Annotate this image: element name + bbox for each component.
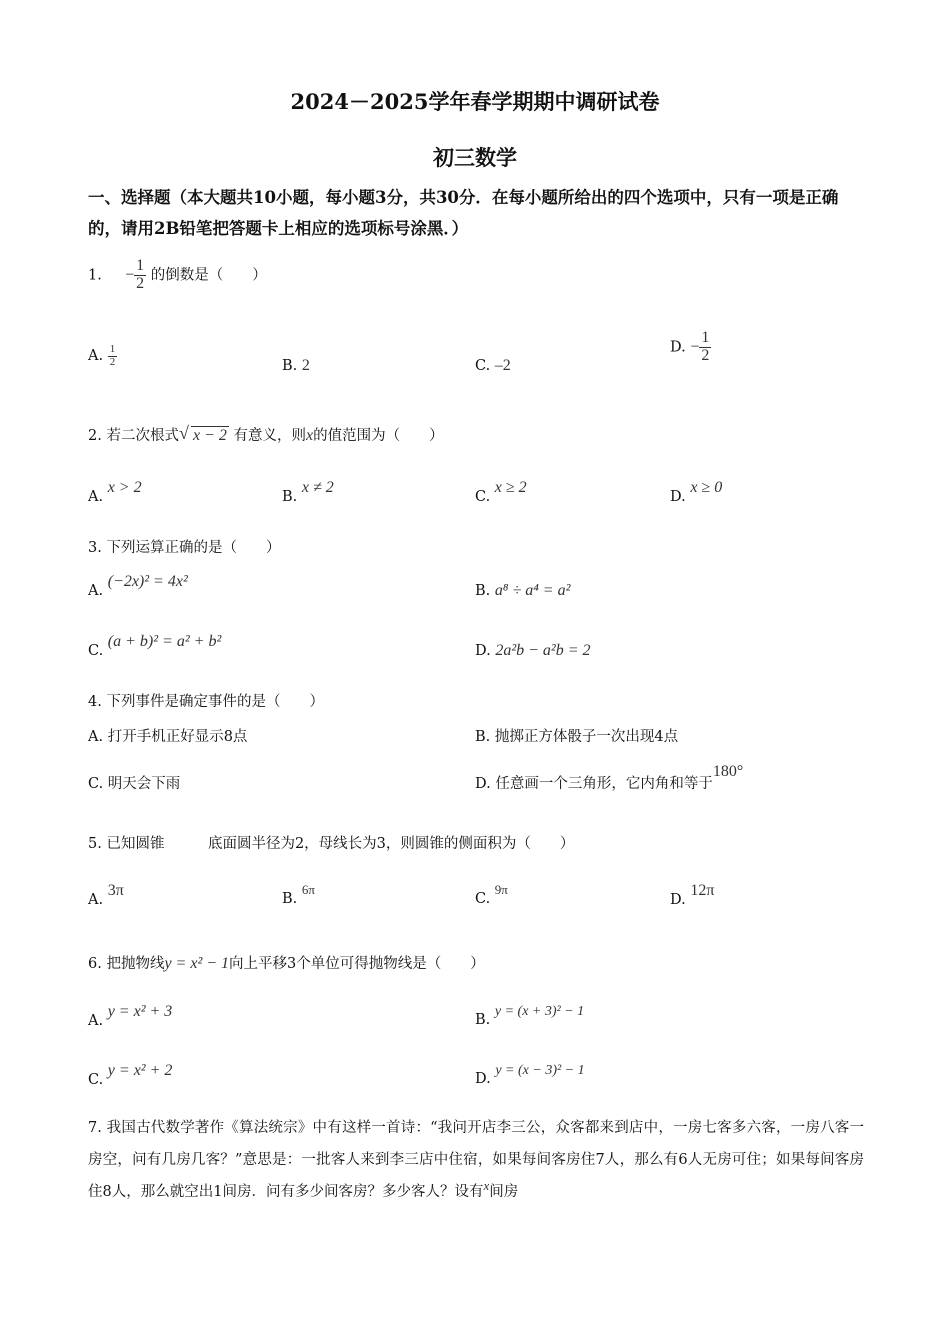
option-b: B. 2 xyxy=(282,357,310,374)
option-d: D. 2a²b − a²b = 2 xyxy=(475,642,591,659)
option-c: C. y = x² + 2 xyxy=(88,1062,173,1088)
question-4: 4. 下列事件是确定事件的是（ ） xyxy=(88,694,324,710)
option-a: A. 3π xyxy=(88,882,124,908)
option-c: C. 9π xyxy=(475,882,508,907)
section-heading: 一、选择题（本大题共10小题，每小题3分，共30分．在每小题所给出的四个选项中，只有一项是正确的，请用2B铅笔把答题卡上相应的选项标号涂黑．） xyxy=(88,188,839,238)
fraction: $\frac{1}{2}$ xyxy=(701,329,710,364)
option-a: A. y = x² + 3 xyxy=(88,1003,173,1029)
option-b: B. y = (x + 3)² − 1 xyxy=(475,1004,585,1028)
option-d: D. 任意画一个三角形，它内角和等于180° xyxy=(475,763,744,792)
option-b: B. 抛掷正方体骰子一次出现4点 xyxy=(475,729,679,745)
option-c: C. (a + b)² = a² + b² xyxy=(88,633,222,659)
option-c: C. 明天会下雨 xyxy=(88,776,181,792)
fraction: $\frac{1}{2}$ xyxy=(136,257,145,292)
question-1: 1. − $\frac{1}{2}$ 的倒数是（ ） xyxy=(88,257,267,292)
exam-title: 2024－2025学年春学期期中调研试卷 xyxy=(290,89,660,114)
question-5: 5. 已知圆锥 底面圆半径为2，母线长为3，则圆锥的侧面积为（ ） xyxy=(88,836,575,852)
option-b: B. x ≠ 2 xyxy=(282,479,334,505)
question-2: 2. 若二次根式 √ x − 2 有意义，则x的值范围为（ ） xyxy=(88,423,444,444)
option-d: D. − $\frac{1}{2}$ xyxy=(670,329,710,364)
option-d: D. 12π xyxy=(670,882,715,908)
option-b: B. a⁸ ÷ a⁴ = a² xyxy=(475,582,571,599)
question-3: 3. 下列运算正确的是（ ） xyxy=(88,540,281,556)
question-number: 1. xyxy=(88,267,102,284)
exam-subject: 初三数学 xyxy=(433,145,517,170)
option-d: D. x ≥ 0 xyxy=(670,479,723,505)
option-a: A. (−2x)² = 4x² xyxy=(88,573,188,599)
question-6: 6. 把抛物线y = x² − 1向上平移3个单位可得抛物线是（ ） xyxy=(88,955,485,972)
option-a: A. 打开手机正好显示8点 xyxy=(88,729,248,745)
option-d: D. y = (x − 3)² − 1 xyxy=(475,1063,585,1087)
square-root: √ x − 2 xyxy=(178,423,227,444)
option-c: C. –2 xyxy=(475,357,511,374)
fraction: $\frac{1}{2}$ xyxy=(109,343,116,368)
option-c: C. x ≥ 2 xyxy=(475,479,527,505)
question-7: 7. 我国古代数学著作《算法统宗》中有这样一首诗：“我问开店李三公，众客都来到店中，一房七客多六客，一房八客一房空，问有几房几客？”意思是：一批客人来到李三店中住宿，如果每间客房住7人，那么有6人无房可住；如果每间客房住8人，那么就空出1间房．问有多少间客房？多少客人？设有x间房 xyxy=(88,1120,865,1200)
option-a: A. $\frac{1}{2}$ xyxy=(88,343,116,368)
option-a: A. x > 2 xyxy=(88,479,142,505)
option-b: B. 6π xyxy=(282,882,315,907)
question-stem: 的倒数是（ ） xyxy=(150,267,267,284)
